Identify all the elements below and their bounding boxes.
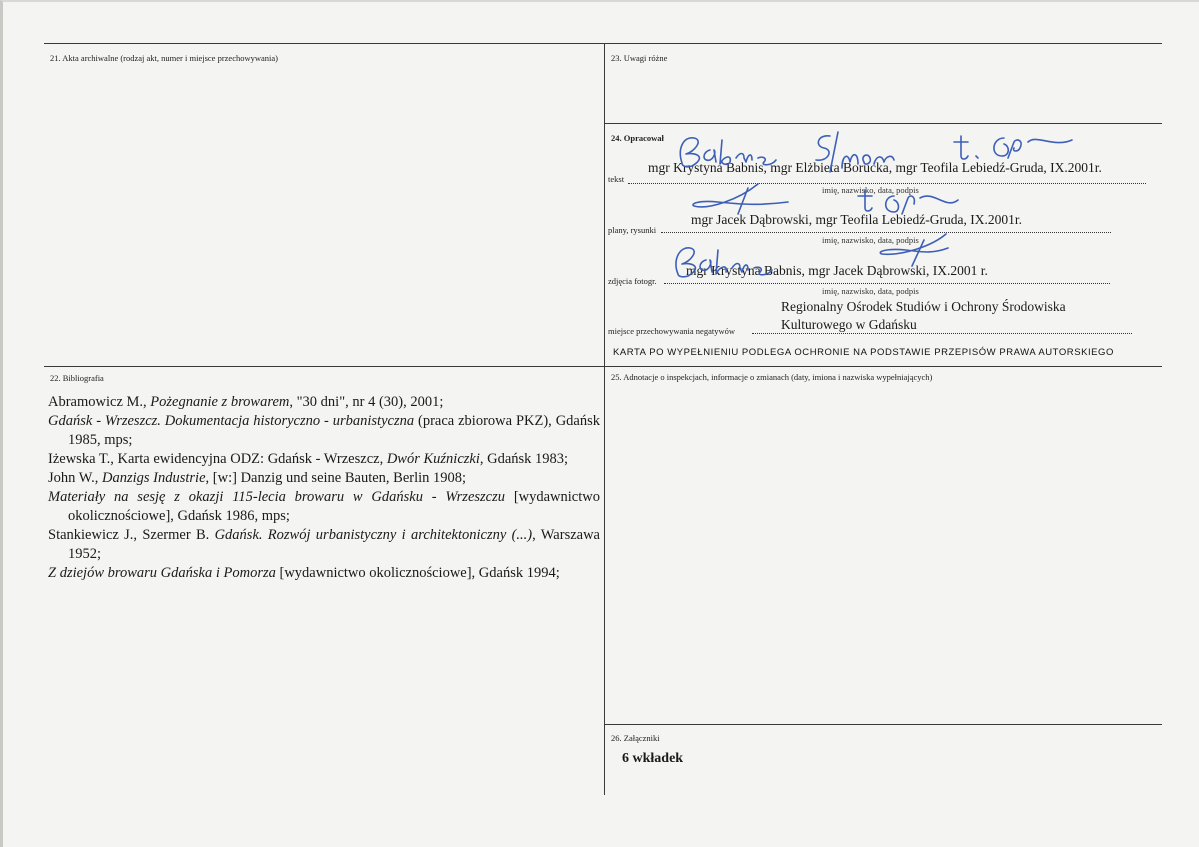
bibliography-entry-part: [wydawnictwo okolicznościowe], Gdańsk 1986, mps; — [68, 489, 600, 524]
section-21-label: 21. Akta archiwalne (rodzaj akt, numer i miejsce przechowywania) — [50, 53, 278, 63]
miejsce-line-1: Regionalny Ośrodek Studiów i Ochrony Środowiska — [781, 299, 1066, 314]
section-25-label: 25. Adnotacje o inspekcjach, informacje o zmianach (daty, imiona i nazwiska wypełniających) — [611, 372, 933, 382]
signature-babnis-1 — [672, 128, 782, 173]
bibliography-entry-part: Gdańsk. Rozwój urbanistyczny i architektoniczny (...) — [214, 527, 533, 543]
signature-babnis-2 — [666, 238, 776, 283]
bibliography-entry — [48, 450, 600, 469]
bibliography-entry — [48, 564, 600, 583]
section-24-label: 24. Opracował — [611, 133, 664, 143]
rule-23-24 — [604, 123, 1162, 124]
bibliography-entry-part: John W., — [48, 470, 102, 486]
zdjecia-hint: imię, nazwisko, data, podpis — [822, 286, 919, 296]
bibliography-entry — [48, 469, 600, 488]
bibliography-entry-part: Dwór Kuźniczki — [386, 451, 480, 467]
miejsce-label: miejsce przechowywania negatywów — [608, 326, 735, 336]
center-divider — [604, 43, 605, 795]
bibliography-entry-part: , Gdańsk 1983; — [479, 451, 569, 467]
bibliography-entry-part: Z dziejów browaru Gdańska i Pomorza — [48, 565, 276, 581]
zdjecia-value: mgr Krystyna Babnis, mgr Jacek Dąbrowski, IX.2001 r. — [686, 263, 988, 278]
miejsce-line-2: Kulturowego w Gdańsku — [781, 317, 917, 332]
bibliography-entry — [48, 526, 600, 564]
bibliography-entry-part: Materiały na sesję z okazji 115-lecia browaru w Gdańsku - Wrzeszczu — [48, 489, 506, 505]
bibliography-entry-part: (praca zbiorowa PKZ), Gdańsk 1985, mps; — [68, 413, 601, 448]
signature-borucka — [808, 126, 898, 176]
top-rule — [44, 43, 1162, 44]
bibliography-entry-part: Danzigs Industrie — [102, 470, 206, 486]
signature-lebiedz-2 — [854, 186, 964, 226]
plany-value: mgr Jacek Dąbrowski, mgr Teofila Lebiedź-Gruda, IX.2001r. — [691, 212, 1022, 227]
bibliography-entry — [48, 488, 600, 526]
copyright-notice: KARTA PO WYPEŁNIENIU PODLEGA OCHRONIE NA PODSTAWIE PRZEPISÓW PRAWA AUTORSKIEGO — [613, 347, 1114, 358]
tekst-hint: imię, nazwisko, data, podpis — [822, 185, 919, 195]
bibliography-entry-part: Gdańsk - Wrzeszcz. Dokumentacja historyczno - urbanistyczna — [48, 413, 415, 429]
section-23-label: 23. Uwagi różne — [611, 53, 668, 63]
plany-label: plany, rysunki — [608, 225, 657, 235]
rule-25-26 — [604, 724, 1162, 725]
bibliography-entry — [48, 412, 600, 450]
signature-dabrowski-2 — [872, 232, 952, 272]
bibliography-entry-part: Abramowicz M., — [48, 394, 151, 410]
bibliography-entry-part: , Warszawa 1952; — [68, 527, 600, 562]
signature-lebiedz-1 — [944, 128, 1074, 168]
bibliography-entry-part: , "30 dni", nr 4 (30), 2001; — [289, 394, 444, 410]
tekst-label: tekst — [608, 174, 625, 184]
section-22-label: 22. Bibliografia — [50, 373, 104, 383]
middle-rule — [44, 366, 1162, 367]
section-26-label: 26. Załączniki — [611, 733, 660, 743]
tekst-value: mgr Krystyna Babnis, mgr Elżbieta Borucka, mgr Teofila Lebiedź-Gruda, IX.2001r. — [648, 160, 1102, 175]
bibliography-entry-part: Pożegnanie z browarem — [150, 394, 290, 410]
zdjecia-label: zdjęcia fotogr. — [608, 276, 657, 286]
bibliography-entry-part: Stankiewicz J., Szermer B. — [48, 527, 215, 543]
bibliography-entry-part: [wydawnictwo okolicznościowe], Gdańsk 1994; — [275, 565, 560, 581]
plany-hint: imię, nazwisko, data, podpis — [822, 235, 919, 245]
attachments-value: 6 wkładek — [622, 751, 684, 766]
bibliography-entry — [48, 393, 600, 412]
bibliography-entry-part: , [w:] Danzig und seine Bauten, Berlin 1908; — [205, 470, 467, 486]
bibliography-entry-part: Iżewska T., Karta ewidencyjna ODZ: Gdańsk - Wrzeszcz, — [48, 451, 387, 467]
bibliography-list — [48, 393, 600, 583]
signature-dabrowski-1 — [688, 180, 798, 220]
